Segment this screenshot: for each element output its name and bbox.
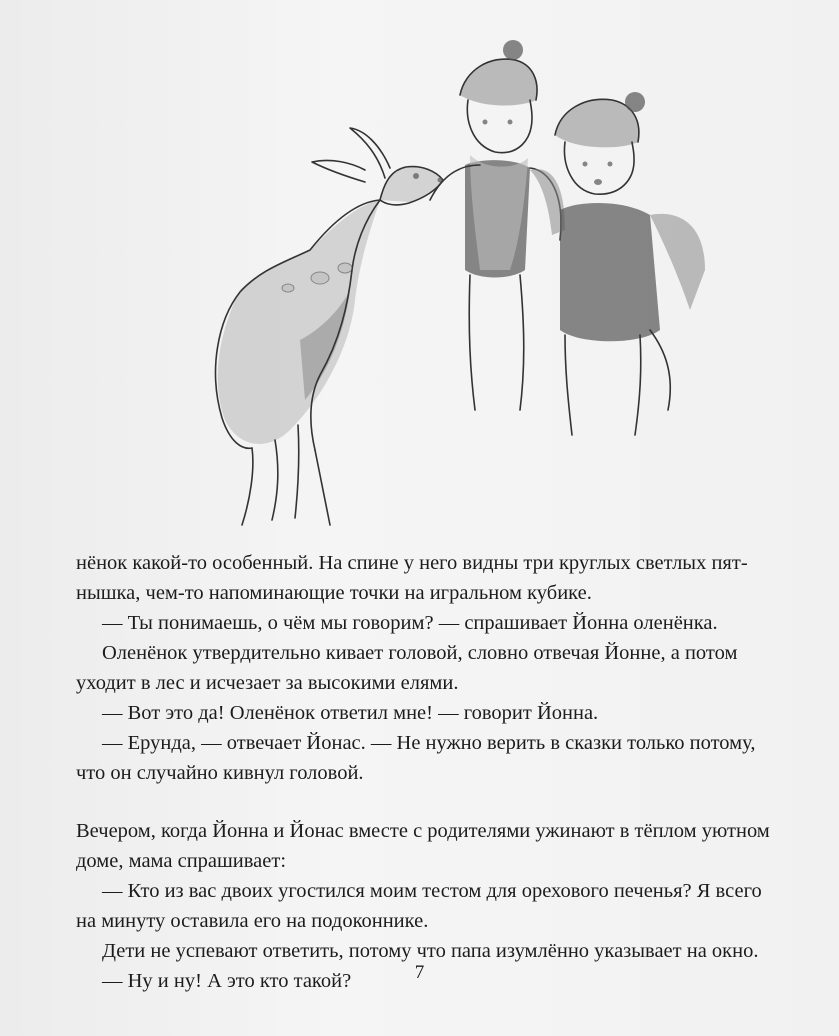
paragraph-line: Вечером, когда Йонна и Йонас вместе с родителями ужинают в тёплом уютном	[76, 820, 770, 842]
paragraph-line: — Ерунда, — отвечает Йонас. — Не нужно верить в сказки только потому,	[102, 732, 756, 754]
story-text	[76, 548, 788, 996]
paragraph-line: — Ты понимаешь, о чём мы говорим? — спрашивает Йонна оленёнка.	[102, 612, 718, 634]
paragraph-line: уходит в лес и исчезает за высокими елями.	[76, 672, 459, 694]
paragraph-line: — Ну и ну! А это кто такой?	[102, 970, 352, 992]
child-right-drawing	[555, 92, 705, 435]
paragraph-line: что он случайно кивнул головой.	[76, 762, 364, 784]
paragraph-line: — Вот это да! Оленёнок ответил мне! — говорит Йонна.	[102, 702, 599, 724]
child-left-drawing	[430, 40, 565, 410]
fawn-and-children-illustration	[180, 30, 720, 540]
paragraph-line: на минуту оставила его на подоконнике.	[76, 910, 429, 932]
paragraph-line: нёнок какой-то особенный. На спине у него видны три круглых светлых пят-	[76, 552, 748, 574]
fawn-drawing	[216, 128, 443, 525]
paragraph-line: — Кто из вас двоих угостился моим тестом для орехового печенья? Я всего	[102, 880, 762, 902]
paragraph-line: Дети не успевают ответить, потому что папа изумлённо указывает на окно.	[102, 940, 759, 962]
paragraph-line: нышка, чем-то напоминающие точки на игральном кубике.	[76, 582, 592, 604]
paragraph-line: Оленёнок утвердительно кивает головой, словно отвечая Йонне, а потом	[102, 642, 738, 664]
page-number: 7	[414, 962, 425, 983]
section-gap	[76, 788, 788, 816]
paragraph-line: доме, мама спрашивает:	[76, 850, 287, 872]
